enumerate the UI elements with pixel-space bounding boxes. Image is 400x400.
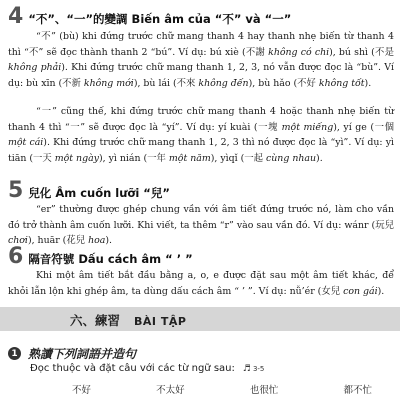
exercise-banner [0,307,400,331]
section-4-heading [8,6,291,28]
word-item: 也很忙 [249,385,279,396]
section-5-paragraph: “er” thường được ghép chung vần với âm tiết đứng trước nó, làm cho vần đó trở thành âm cuốn lưỡi. Khi viết, ta thêm “r” vào sau vần đó. Ví dụ: wánr (玩兒 chơi), huār (花兒 hoa). [8,204,394,247]
exercise-title: 熟讀下列詞語并造句 [28,347,137,361]
banner-title-cn: 六、練習 [70,313,121,328]
exercise-instruction: Đọc thuộc và đặt câu với các từ ngữ sau: ♬ 3-5 [30,363,265,374]
section-6-paragraph: Khi một âm tiết bắt đầu bằng a, o, e được đặt sau một âm tiết khác, để khỏi lẫn lộn khi ghép âm, ta dùng dấu cách âm “ ’ ”. Ví dụ: nǚ’ér (女兒 con gái). [8,270,394,297]
section-title: “不”、“一”的變調 Biến âm của “不” và “一” [28,12,292,26]
section-title: 隔音符號 Dấu cách âm “ ’ ” [28,252,193,266]
section-4-paragraph-2: “一” cũng thế, khi đứng trước chữ mang thanh 4 hoặc thanh nhẹ biến từ thanh 4 thì “一” sẽ được đọc là “yí”. Ví dụ: yí kuài (一塊 một miếng), yí ge (一個 một cái). Khi đứng trước chữ mang thanh 1, 2, 3 thì nó được đọc là “yì”. Ví dụ: yì tiān (一天 một ngày), yì nián (一年 một năm), yìqǐ (一起 cùng nhau). [8,106,394,164]
exercise-word-list [72,382,372,396]
section-number: 5 [8,178,24,203]
section-number: 6 [8,244,24,269]
section-number: 4 [8,4,24,29]
audio-track-label: 3-5 [252,364,265,373]
word-item: 不好 [72,385,92,396]
section-5-heading [8,180,170,202]
exercise-number-badge: 1 [8,347,21,360]
speaker-icon: ♬ [242,363,251,374]
word-item: 都不忙 [343,385,372,396]
section-4-paragraph-1: “不” (bù) khi đứng trước chữ mang thanh 4 hay thanh nhẹ biến từ thanh 4 thì “不” sẽ đọc thành thanh 2 “bú”. Ví dụ: bú xiè (不謝 không có chi), bú shì (不是 không phải). Khi đứng trước chữ mang thanh 1, 2, 3, nó vẫn được đọc là “bù”. Ví dụ: bù xīn (不新 không mới), bù lái (不來 không đến), bù hǎo (不好 không tốt). [8,31,394,89]
word-item: 不太好 [156,385,185,396]
audio-track[interactable] [243,364,265,374]
exercise-1-heading [8,345,136,362]
section-6-heading [8,246,193,268]
banner-title-vn: BÀI TẬP [134,315,187,328]
section-title: 兒化 Âm cuốn lưỡi “兒” [28,186,170,200]
